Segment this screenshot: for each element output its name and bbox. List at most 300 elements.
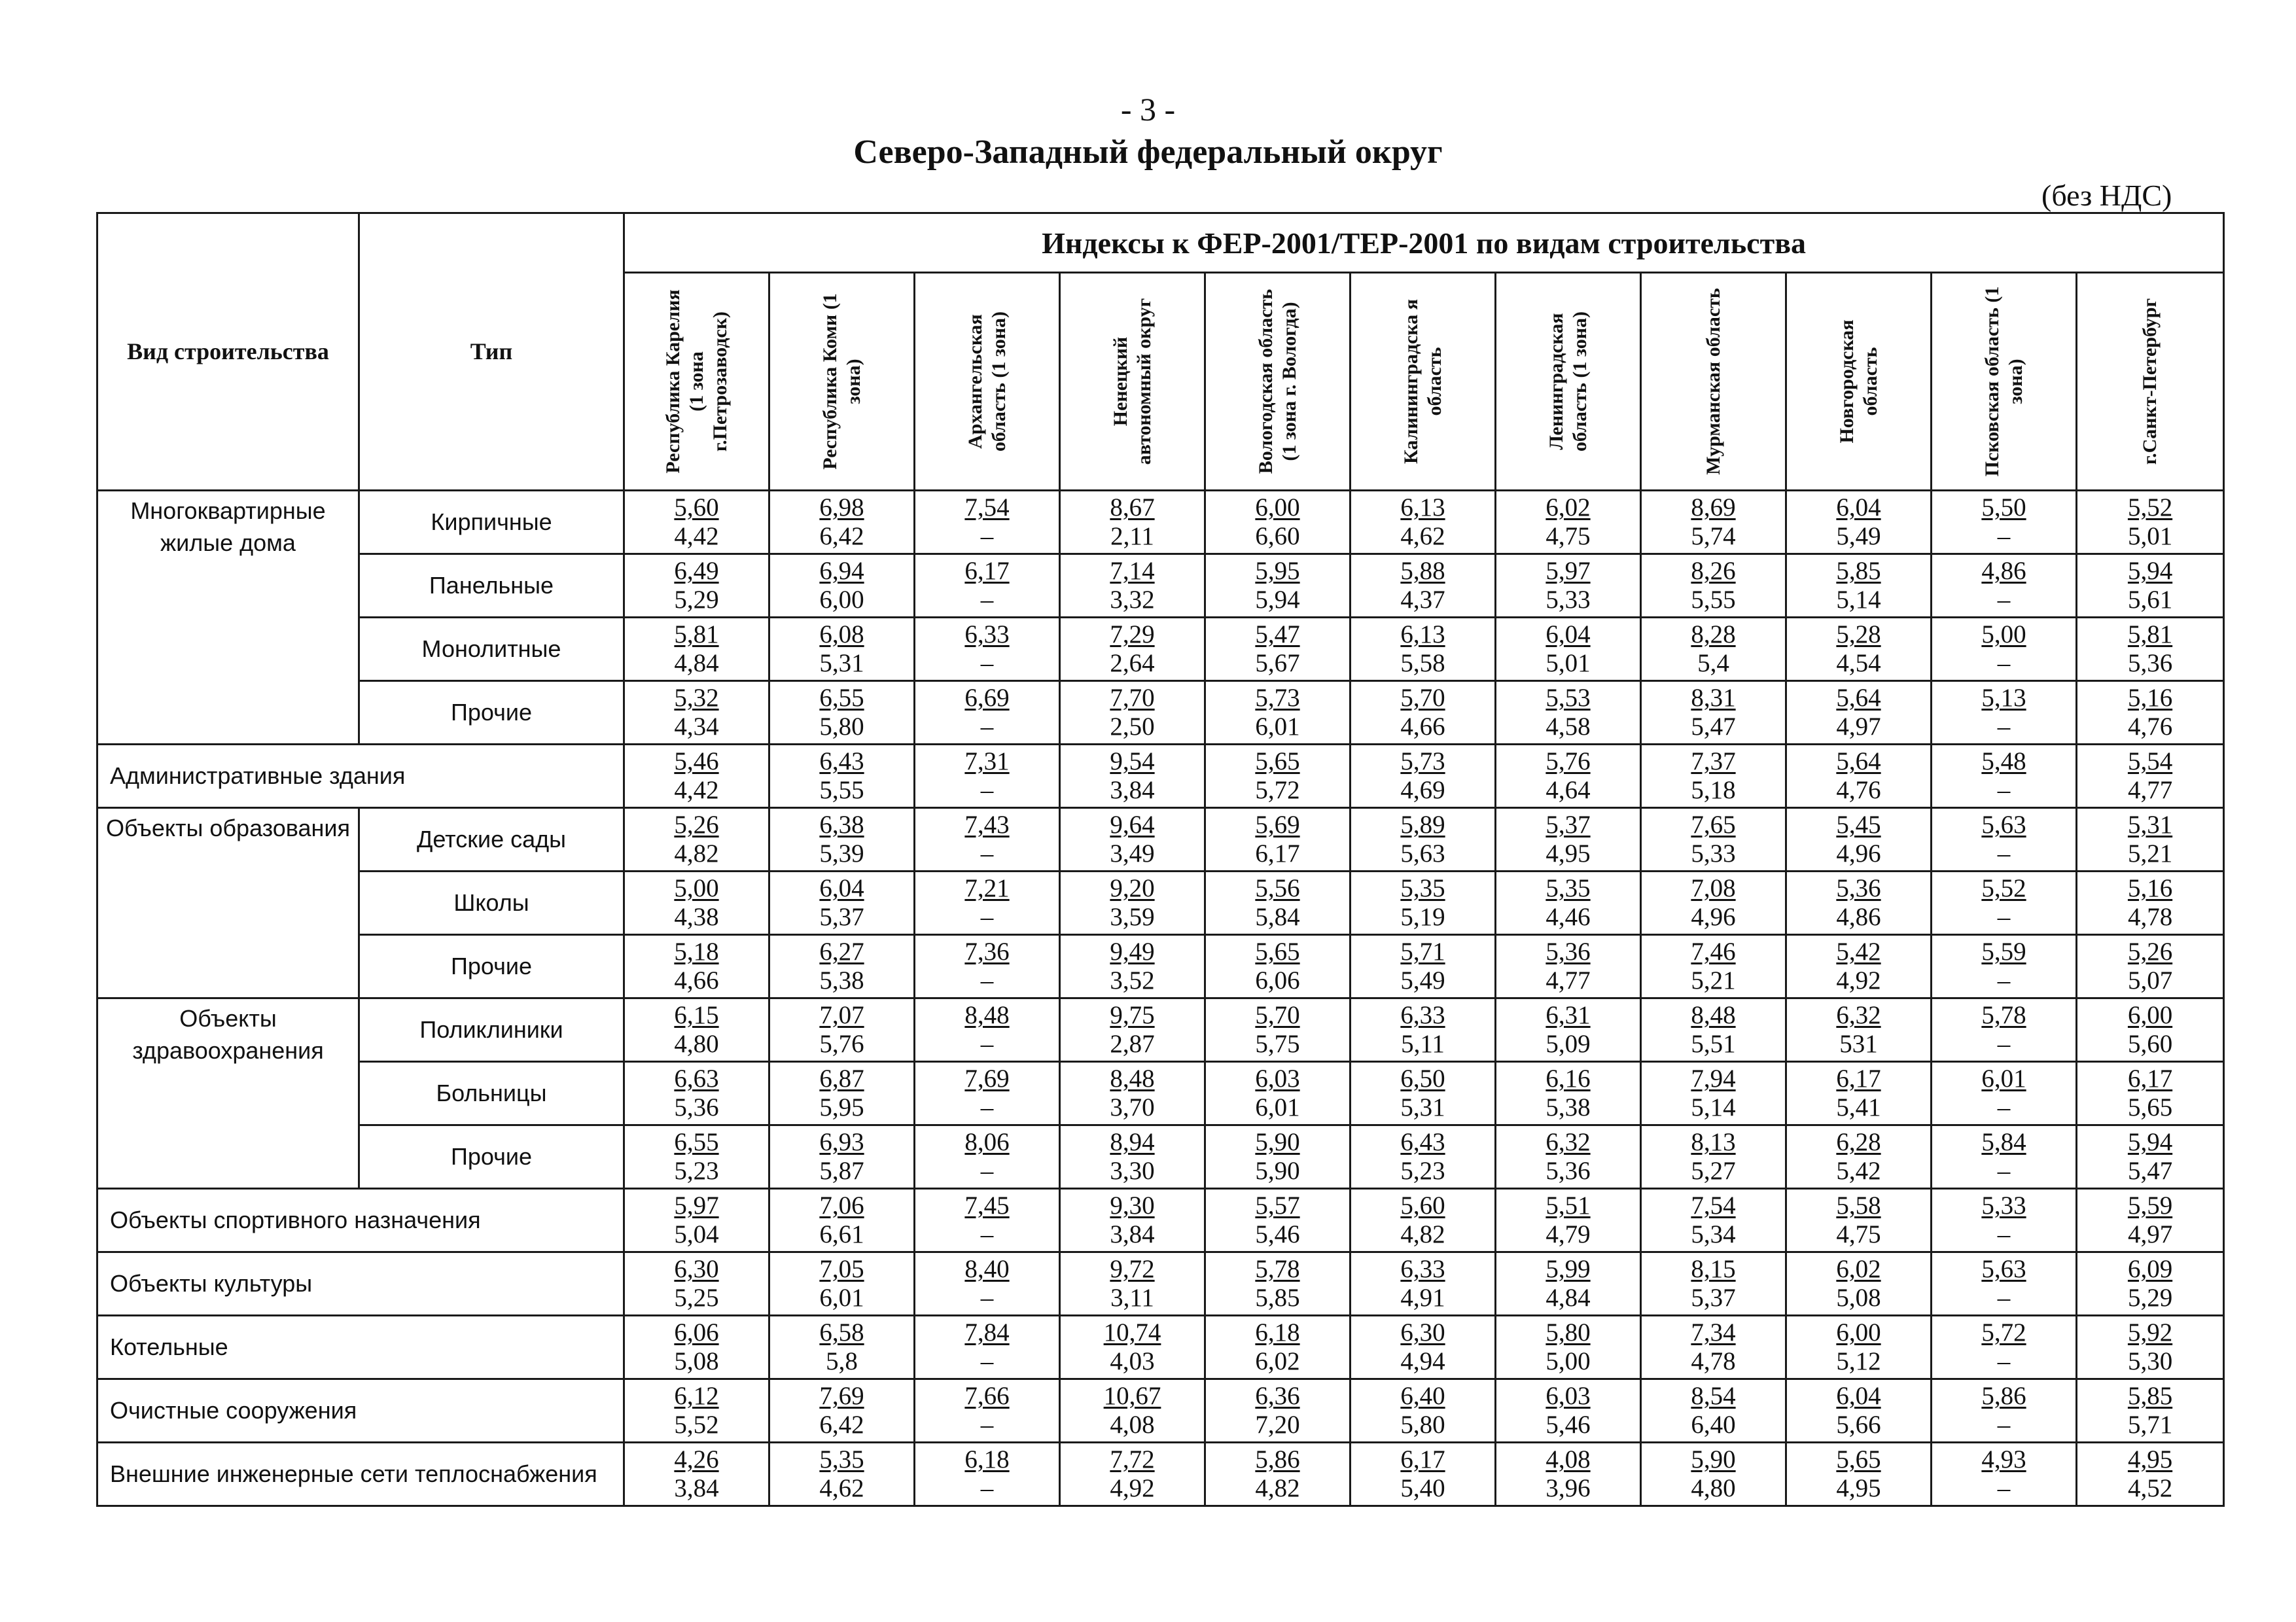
fer-index-value: 7,06 <box>819 1191 864 1220</box>
ter-index-value: 5,01 <box>2127 522 2173 550</box>
ter-index-value: – <box>1997 776 2011 804</box>
index-cell <box>1060 554 1205 618</box>
index-cell <box>769 1443 915 1506</box>
fer-index <box>2077 1255 2223 1284</box>
ter-index-value: 5,08 <box>674 1347 719 1375</box>
fer-index <box>1206 1128 1349 1157</box>
ter-index-value: – <box>980 839 994 868</box>
fer-index-value: 6,04 <box>1836 1382 1881 1411</box>
fer-index <box>1061 684 1204 713</box>
index-cell <box>1351 1062 1496 1125</box>
index-cell <box>1060 1125 1205 1189</box>
fer-index-value: 5,90 <box>1691 1445 1736 1474</box>
fer-index <box>1351 1001 1494 1030</box>
fer-index <box>1642 1128 1785 1157</box>
index-cell <box>1060 681 1205 745</box>
ter-index-value: 5,49 <box>1836 522 1881 550</box>
index-cell <box>1786 554 1932 618</box>
fer-index-value: 5,26 <box>674 811 719 839</box>
fer-index-value: 7,14 <box>1110 557 1155 586</box>
fer-index-value: 5,72 <box>1981 1318 2026 1347</box>
construction-kind: Внешние инженерные сети теплоснабжения <box>97 1443 624 1506</box>
ter-index-value: 3,30 <box>1110 1157 1155 1185</box>
ter-index-value: – <box>1997 966 2011 995</box>
ter-index-value: 6,01 <box>819 1284 864 1312</box>
ter-index-value: 5,37 <box>1691 1284 1736 1312</box>
fer-index-value: 5,69 <box>1255 811 1300 839</box>
index-cell <box>769 1316 915 1379</box>
index-table <box>96 212 2225 1507</box>
fer-index-value: 5,95 <box>1255 557 1300 586</box>
index-cell <box>769 1379 915 1443</box>
ter-index-value: 6,60 <box>1255 522 1300 550</box>
fer-index-value: 8,13 <box>1691 1128 1736 1157</box>
fer-index <box>625 557 768 586</box>
fer-index <box>1642 1191 1785 1220</box>
fer-index-value: 4,86 <box>1981 557 2026 586</box>
fer-index-value: 5,89 <box>1400 811 1445 839</box>
fer-index <box>1496 493 1640 522</box>
fer-index-value: 7,37 <box>1691 747 1736 776</box>
fer-index-value: 6,43 <box>1400 1128 1445 1157</box>
fer-index-value: 5,52 <box>1981 874 2026 903</box>
fer-index <box>1061 747 1204 776</box>
fer-index <box>770 493 913 522</box>
fer-index <box>1206 1318 1349 1347</box>
fer-index <box>915 557 1059 586</box>
fer-index-value: 5,90 <box>1255 1128 1300 1157</box>
index-cell <box>2077 1379 2224 1443</box>
fer-index <box>1351 747 1494 776</box>
fer-index-value: 8,48 <box>1110 1065 1155 1093</box>
fer-index-value: 7,69 <box>964 1065 1010 1093</box>
ter-index-value: 4,76 <box>1836 776 1881 804</box>
index-cell <box>1641 1316 1786 1379</box>
index-cell <box>1496 935 1641 998</box>
index-cell <box>1351 618 1496 681</box>
fer-index-value: 5,57 <box>1255 1191 1300 1220</box>
index-cell <box>915 618 1060 681</box>
fer-index-value: 5,97 <box>1545 557 1591 586</box>
fer-index <box>915 1128 1059 1157</box>
index-cell <box>624 1125 769 1189</box>
index-cell <box>1641 1379 1786 1443</box>
index-cell <box>1932 808 2077 872</box>
ter-index-value: 5,49 <box>1400 966 1445 995</box>
index-cell <box>1205 1379 1351 1443</box>
region-header-label: Республика Коми (1 зона) <box>819 293 864 470</box>
ter-index-value: 6,06 <box>1255 966 1300 995</box>
index-cell <box>1932 1316 2077 1379</box>
index-cell <box>769 1125 915 1189</box>
ter-index-value: 5,52 <box>674 1411 719 1439</box>
fer-index-value: 5,65 <box>1255 747 1300 776</box>
ter-index-value: – <box>980 1157 994 1185</box>
ter-index-value: 5,55 <box>819 776 864 804</box>
ter-index-value: 5,71 <box>2127 1411 2173 1439</box>
fer-index <box>1932 874 2075 903</box>
index-cell <box>1496 681 1641 745</box>
index-cell <box>1205 1125 1351 1189</box>
fer-index-value: 5,48 <box>1981 747 2026 776</box>
fer-index <box>2077 874 2223 903</box>
fer-index-value: 5,26 <box>2127 938 2173 966</box>
ter-index-value: 5,58 <box>1400 649 1445 677</box>
fer-index <box>915 1191 1059 1220</box>
fer-index-value: 4,93 <box>1981 1445 2026 1474</box>
ter-index-value: 5,23 <box>674 1157 719 1185</box>
fer-index-value: 5,46 <box>674 747 719 776</box>
index-cell <box>1786 1252 1932 1316</box>
fer-index <box>1061 1445 1204 1474</box>
index-cell <box>1932 1252 2077 1316</box>
fer-index <box>1351 1318 1494 1347</box>
ter-index-value: 5,90 <box>1255 1157 1300 1185</box>
fer-index <box>625 811 768 839</box>
index-cell <box>1351 1252 1496 1316</box>
region-header <box>1060 273 1205 491</box>
ter-index-value: 4,76 <box>2127 713 2173 741</box>
fer-index <box>770 811 913 839</box>
index-cell <box>1060 1443 1205 1506</box>
vat-note: (без НДС) <box>2041 179 2172 212</box>
fer-index-value: 8,40 <box>964 1255 1010 1284</box>
fer-index-value: 5,99 <box>1545 1255 1591 1284</box>
fer-index <box>1351 938 1494 966</box>
ter-index-value: 5,80 <box>819 713 864 741</box>
index-cell <box>1496 1125 1641 1189</box>
ter-index-value: 5,40 <box>1400 1474 1445 1502</box>
fer-index-value: 6,01 <box>1981 1065 2026 1093</box>
fer-index <box>1642 747 1785 776</box>
ter-index-value: 5,87 <box>819 1157 864 1185</box>
ter-index-value: – <box>980 713 994 741</box>
fer-index <box>1787 1128 1930 1157</box>
ter-index-value: 5,33 <box>1691 839 1736 868</box>
fer-index-value: 5,63 <box>1981 811 2026 839</box>
ter-index-value: 5,72 <box>1255 776 1300 804</box>
fer-index-value: 5,18 <box>674 938 719 966</box>
ter-index-value: 5,12 <box>1836 1347 1881 1375</box>
table-row <box>97 872 2224 935</box>
index-cell <box>1060 808 1205 872</box>
fer-index <box>1932 1191 2075 1220</box>
index-cell <box>2077 935 2224 998</box>
fer-index-value: 6,17 <box>1400 1445 1445 1474</box>
ter-index-value: 4,84 <box>1545 1284 1591 1312</box>
fer-index-value: 7,66 <box>964 1382 1010 1411</box>
fer-index <box>1351 620 1494 649</box>
ter-index-value: – <box>980 776 994 804</box>
fer-index <box>2077 620 2223 649</box>
page-title: Северо-Западный федеральный округ <box>853 133 1443 171</box>
fer-index-value: 5,00 <box>674 874 719 903</box>
fer-index <box>1932 557 2075 586</box>
fer-index-value: 6,43 <box>819 747 864 776</box>
ter-index-value: 3,32 <box>1110 586 1155 614</box>
fer-index <box>1061 1255 1204 1284</box>
ter-index-value: 5,65 <box>2127 1093 2173 1121</box>
index-cell <box>1786 998 1932 1062</box>
region-header-label: г.Санкт-Петербург <box>2139 298 2161 465</box>
ter-index-value: – <box>1997 1474 2011 1502</box>
index-cell <box>1496 1252 1641 1316</box>
ter-index-value: 4,96 <box>1836 839 1881 868</box>
ter-index-value: – <box>980 586 994 614</box>
fer-index-value: 6,40 <box>1400 1382 1445 1411</box>
ter-index-value: 3,59 <box>1110 903 1155 931</box>
index-cell <box>1205 554 1351 618</box>
index-cell <box>1496 554 1641 618</box>
index-cell <box>2077 1189 2224 1252</box>
fer-index <box>1496 1445 1640 1474</box>
index-cell <box>1641 872 1786 935</box>
region-header-label: Мурманская область <box>1702 288 1724 475</box>
fer-index-value: 5,88 <box>1400 557 1445 586</box>
ter-index-value: 5,38 <box>1545 1093 1591 1121</box>
index-cell <box>1060 1062 1205 1125</box>
fer-index-value: 6,32 <box>1545 1128 1591 1157</box>
index-cell <box>1496 872 1641 935</box>
fer-index-value: 5,70 <box>1255 1001 1300 1030</box>
index-cell <box>1932 554 2077 618</box>
fer-index-value: 6,13 <box>1400 493 1445 522</box>
ter-index-value: 4,75 <box>1545 522 1591 550</box>
fer-index-value: 6,33 <box>964 620 1010 649</box>
fer-index-value: 5,35 <box>1400 874 1445 903</box>
fer-index <box>915 1065 1059 1093</box>
fer-index-value: 6,30 <box>1400 1318 1445 1347</box>
index-cell <box>1496 1189 1641 1252</box>
ter-index-value: 6,42 <box>819 522 864 550</box>
index-cell <box>1351 872 1496 935</box>
fer-index <box>1061 557 1204 586</box>
ter-index-value: 5,4 <box>1697 649 1729 677</box>
fer-index <box>770 1001 913 1030</box>
ter-index-value: – <box>980 522 994 550</box>
fer-index-value: 6,55 <box>819 684 864 713</box>
region-header <box>624 273 769 491</box>
index-cell <box>1932 618 2077 681</box>
fer-index-value: 7,21 <box>964 874 1010 903</box>
table-row <box>97 554 2224 618</box>
fer-index <box>1932 1128 2075 1157</box>
ter-index-value: – <box>980 903 994 931</box>
ter-index-value: 2,64 <box>1110 649 1155 677</box>
ter-index-value: 5,95 <box>819 1093 864 1121</box>
fer-index-value: 8,15 <box>1691 1255 1736 1284</box>
fer-index-value: 5,81 <box>2127 620 2173 649</box>
building-type: Больницы <box>359 1062 624 1125</box>
index-cell <box>769 491 915 554</box>
region-header-label: Ненецкий автономный округ <box>1109 298 1155 465</box>
fer-index-value: 5,71 <box>1400 938 1445 966</box>
building-type: Прочие <box>359 1125 624 1189</box>
fer-index <box>1642 684 1785 713</box>
fer-index <box>1496 938 1640 966</box>
index-cell <box>1641 1062 1786 1125</box>
ter-index-value: – <box>980 1093 994 1121</box>
ter-index-value: 5,46 <box>1255 1220 1300 1248</box>
ter-index-value: 5,80 <box>1400 1411 1445 1439</box>
fer-index <box>1787 1001 1930 1030</box>
index-cell <box>624 554 769 618</box>
index-cell <box>624 1189 769 1252</box>
region-header <box>769 273 915 491</box>
index-cell <box>2077 872 2224 935</box>
ter-index-value: 5,61 <box>2127 586 2173 614</box>
index-cell <box>1205 1189 1351 1252</box>
region-header-label: Новгородская область <box>1835 319 1881 444</box>
fer-index <box>1642 557 1785 586</box>
ter-index-value: 4,78 <box>1691 1347 1736 1375</box>
fer-index <box>1351 1445 1494 1474</box>
fer-index-value: 6,32 <box>1836 1001 1881 1030</box>
index-cell <box>624 491 769 554</box>
index-cell <box>1786 1379 1932 1443</box>
fer-index <box>1206 1191 1349 1220</box>
fer-index-value: 5,94 <box>2127 557 2173 586</box>
ter-index-value: 5,51 <box>1691 1030 1736 1058</box>
ter-index-value: 5,19 <box>1400 903 1445 931</box>
fer-index-value: 5,36 <box>1836 874 1881 903</box>
ter-index-value: 5,09 <box>1545 1030 1591 1058</box>
fer-index-value: 5,76 <box>1545 747 1591 776</box>
fer-index <box>1206 811 1349 839</box>
region-header <box>1205 273 1351 491</box>
fer-index <box>1061 620 1204 649</box>
fer-index-value: 6,15 <box>674 1001 719 1030</box>
fer-index-value: 4,26 <box>674 1445 719 1474</box>
fer-index <box>770 938 913 966</box>
fer-index <box>1932 747 2075 776</box>
fer-index-value: 5,92 <box>2127 1318 2173 1347</box>
region-header <box>1641 273 1786 491</box>
ter-index-value: 4,82 <box>1400 1220 1445 1248</box>
fer-index <box>915 1445 1059 1474</box>
ter-index-value: 4,42 <box>674 522 719 550</box>
ter-index-value: 5,31 <box>1400 1093 1445 1121</box>
fer-index <box>1351 1191 1494 1220</box>
fer-index-value: 7,69 <box>819 1382 864 1411</box>
fer-index <box>1932 620 2075 649</box>
fer-index <box>770 1445 913 1474</box>
fer-index <box>2077 1191 2223 1220</box>
fer-index <box>1932 1445 2075 1474</box>
fer-index <box>1061 1191 1204 1220</box>
fer-index-value: 5,60 <box>674 493 719 522</box>
index-cell <box>1060 998 1205 1062</box>
fer-index-value: 6,00 <box>1836 1318 1881 1347</box>
fer-index-value: 6,31 <box>1545 1001 1591 1030</box>
fer-index <box>1351 684 1494 713</box>
index-cell <box>1351 1443 1496 1506</box>
index-cell <box>1786 681 1932 745</box>
fer-index-value: 7,72 <box>1110 1445 1155 1474</box>
ter-index-value: 4,38 <box>674 903 719 931</box>
fer-index <box>1351 1255 1494 1284</box>
fer-index-value: 5,65 <box>1255 938 1300 966</box>
index-cell <box>624 1252 769 1316</box>
index-cell <box>915 1189 1060 1252</box>
fer-index <box>1642 811 1785 839</box>
ter-index-value: 5,94 <box>1255 586 1300 614</box>
header-row <box>97 213 2224 273</box>
fer-index-value: 6,06 <box>674 1318 719 1347</box>
index-cell <box>1786 808 1932 872</box>
fer-index <box>625 1318 768 1347</box>
ter-index-value: 4,94 <box>1400 1347 1445 1375</box>
fer-index <box>1496 1255 1640 1284</box>
index-cell <box>769 808 915 872</box>
fer-index-value: 5,47 <box>1255 620 1300 649</box>
fer-index-value: 7,34 <box>1691 1318 1736 1347</box>
index-cell <box>769 998 915 1062</box>
fer-index-value: 5,56 <box>1255 874 1300 903</box>
ter-index-value: 4,82 <box>674 839 719 868</box>
fer-index-value: 7,43 <box>964 811 1010 839</box>
fer-index-value: 9,72 <box>1110 1255 1155 1284</box>
ter-index-value: 6,61 <box>819 1220 864 1248</box>
fer-index-value: 6,93 <box>819 1128 864 1157</box>
ter-index-value: 5,63 <box>1400 839 1445 868</box>
column-header-vid: Вид строительства <box>97 213 359 491</box>
ter-index-value: 4,66 <box>674 966 719 995</box>
ter-index-value: 4,42 <box>674 776 719 804</box>
fer-index <box>1496 620 1640 649</box>
ter-index-value: – <box>980 1411 994 1439</box>
fer-index <box>1351 1065 1494 1093</box>
fer-index <box>915 1382 1059 1411</box>
fer-index-value: 5,84 <box>1981 1128 2026 1157</box>
ter-index-value: 5,37 <box>819 903 864 931</box>
fer-index-value: 7,54 <box>964 493 1010 522</box>
fer-index-value: 6,30 <box>674 1255 719 1284</box>
fer-index-value: 6,04 <box>1836 493 1881 522</box>
index-cell <box>1786 1189 1932 1252</box>
fer-index <box>1642 1445 1785 1474</box>
construction-kind: Объекты культуры <box>97 1252 624 1316</box>
index-cell <box>2077 1125 2224 1189</box>
index-cell <box>1496 1443 1641 1506</box>
page-number: - 3 - <box>1120 91 1176 128</box>
ter-index-value: 4,08 <box>1110 1411 1155 1439</box>
table-row <box>97 1189 2224 1252</box>
ter-index-value: 5,85 <box>1255 1284 1300 1312</box>
construction-kind: Объекты здравоохранения <box>97 998 359 1189</box>
ter-index-value: 5,46 <box>1545 1411 1591 1439</box>
index-cell <box>1205 618 1351 681</box>
index-cell <box>1205 872 1351 935</box>
index-cell <box>915 998 1060 1062</box>
fer-index-value: 6,94 <box>819 557 864 586</box>
fer-index-value: 8,28 <box>1691 620 1736 649</box>
fer-index <box>1061 1065 1204 1093</box>
fer-index-value: 7,31 <box>964 747 1010 776</box>
ter-index-value: 4,92 <box>1836 966 1881 995</box>
fer-index <box>625 747 768 776</box>
fer-index-value: 8,69 <box>1691 493 1736 522</box>
fer-index <box>1932 938 2075 966</box>
index-cell <box>1496 618 1641 681</box>
fer-index <box>1496 684 1640 713</box>
fer-index <box>1496 1065 1640 1093</box>
ter-index-value: 5,33 <box>1545 586 1591 614</box>
fer-index <box>1351 874 1494 903</box>
fer-index <box>1787 1065 1930 1093</box>
region-header-label: Вологодская область (1 зона г. Вологда) <box>1254 289 1300 474</box>
ter-index-value: 5,25 <box>674 1284 719 1312</box>
